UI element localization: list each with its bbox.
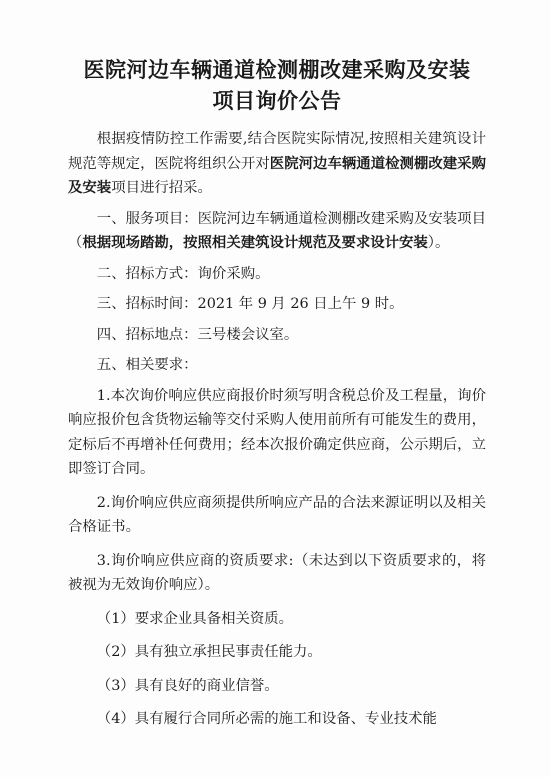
qualification-3: （3）具有良好的商业信誉。	[96, 677, 279, 694]
qualification-4: （4）具有履行合同所必需的施工和设备、专业技术能	[96, 711, 437, 727]
intro-text-1: 根据疫情防控工作需要,结合医院实际情况,按照相关建筑设计规范等规定，医院将组织公开对	[68, 131, 486, 172]
document-title	[68, 54, 486, 116]
service-item-text-1: 一、服务项目：医院河边车辆通道检测棚改建采购及安装项目（	[68, 210, 486, 251]
intro-paragraph	[68, 127, 486, 201]
qualification-2: （2）具有独立承担民事责任能力。	[96, 644, 322, 660]
bidding-method: 二、招标方式：询价采购。	[96, 265, 270, 282]
service-item-paragraph	[68, 207, 486, 256]
requirement-2: 2.询价响应供应商须提供所响应产品的合法来源证明以及相关合格证书。	[68, 494, 486, 535]
requirements-heading: 五、相关要求：	[96, 357, 198, 373]
requirement-3: 3.询价响应供应商的资质要求:（未达到以下资质要求的，将被视为无效询价响应）。	[68, 552, 486, 593]
title-line-1: 医院河边车辆通道检测棚改建采购及安装	[83, 57, 471, 82]
service-item-text-2: ）。	[427, 235, 450, 251]
intro-project-name: 医院河边车辆通道检测棚改建采购及安装	[68, 154, 486, 196]
title-line-2: 项目询价公告	[212, 88, 342, 113]
requirement-1: 1.本次询价响应供应商报价时须写明含税总价及工程量，询价响应报价包含货物运输等交付采购人使用前所有可能发生的费用，定标后不再增补任何费用；经本次报价确定供应商，公示期后，立即签订合同。	[68, 387, 486, 477]
qualification-1: （1）要求企业具备相关资质。	[96, 610, 294, 627]
bidding-location: 四、招标地点：三号楼会议室。	[96, 326, 299, 343]
intro-text-2: 项目进行招采。	[111, 180, 212, 196]
bidding-time: 三、招标时间：2021 年 9 月 26 日上午 9 时。	[96, 296, 404, 312]
service-item-note: 根据现场踏勘，按照相关建筑设计规范及要求设计安装	[82, 234, 428, 251]
